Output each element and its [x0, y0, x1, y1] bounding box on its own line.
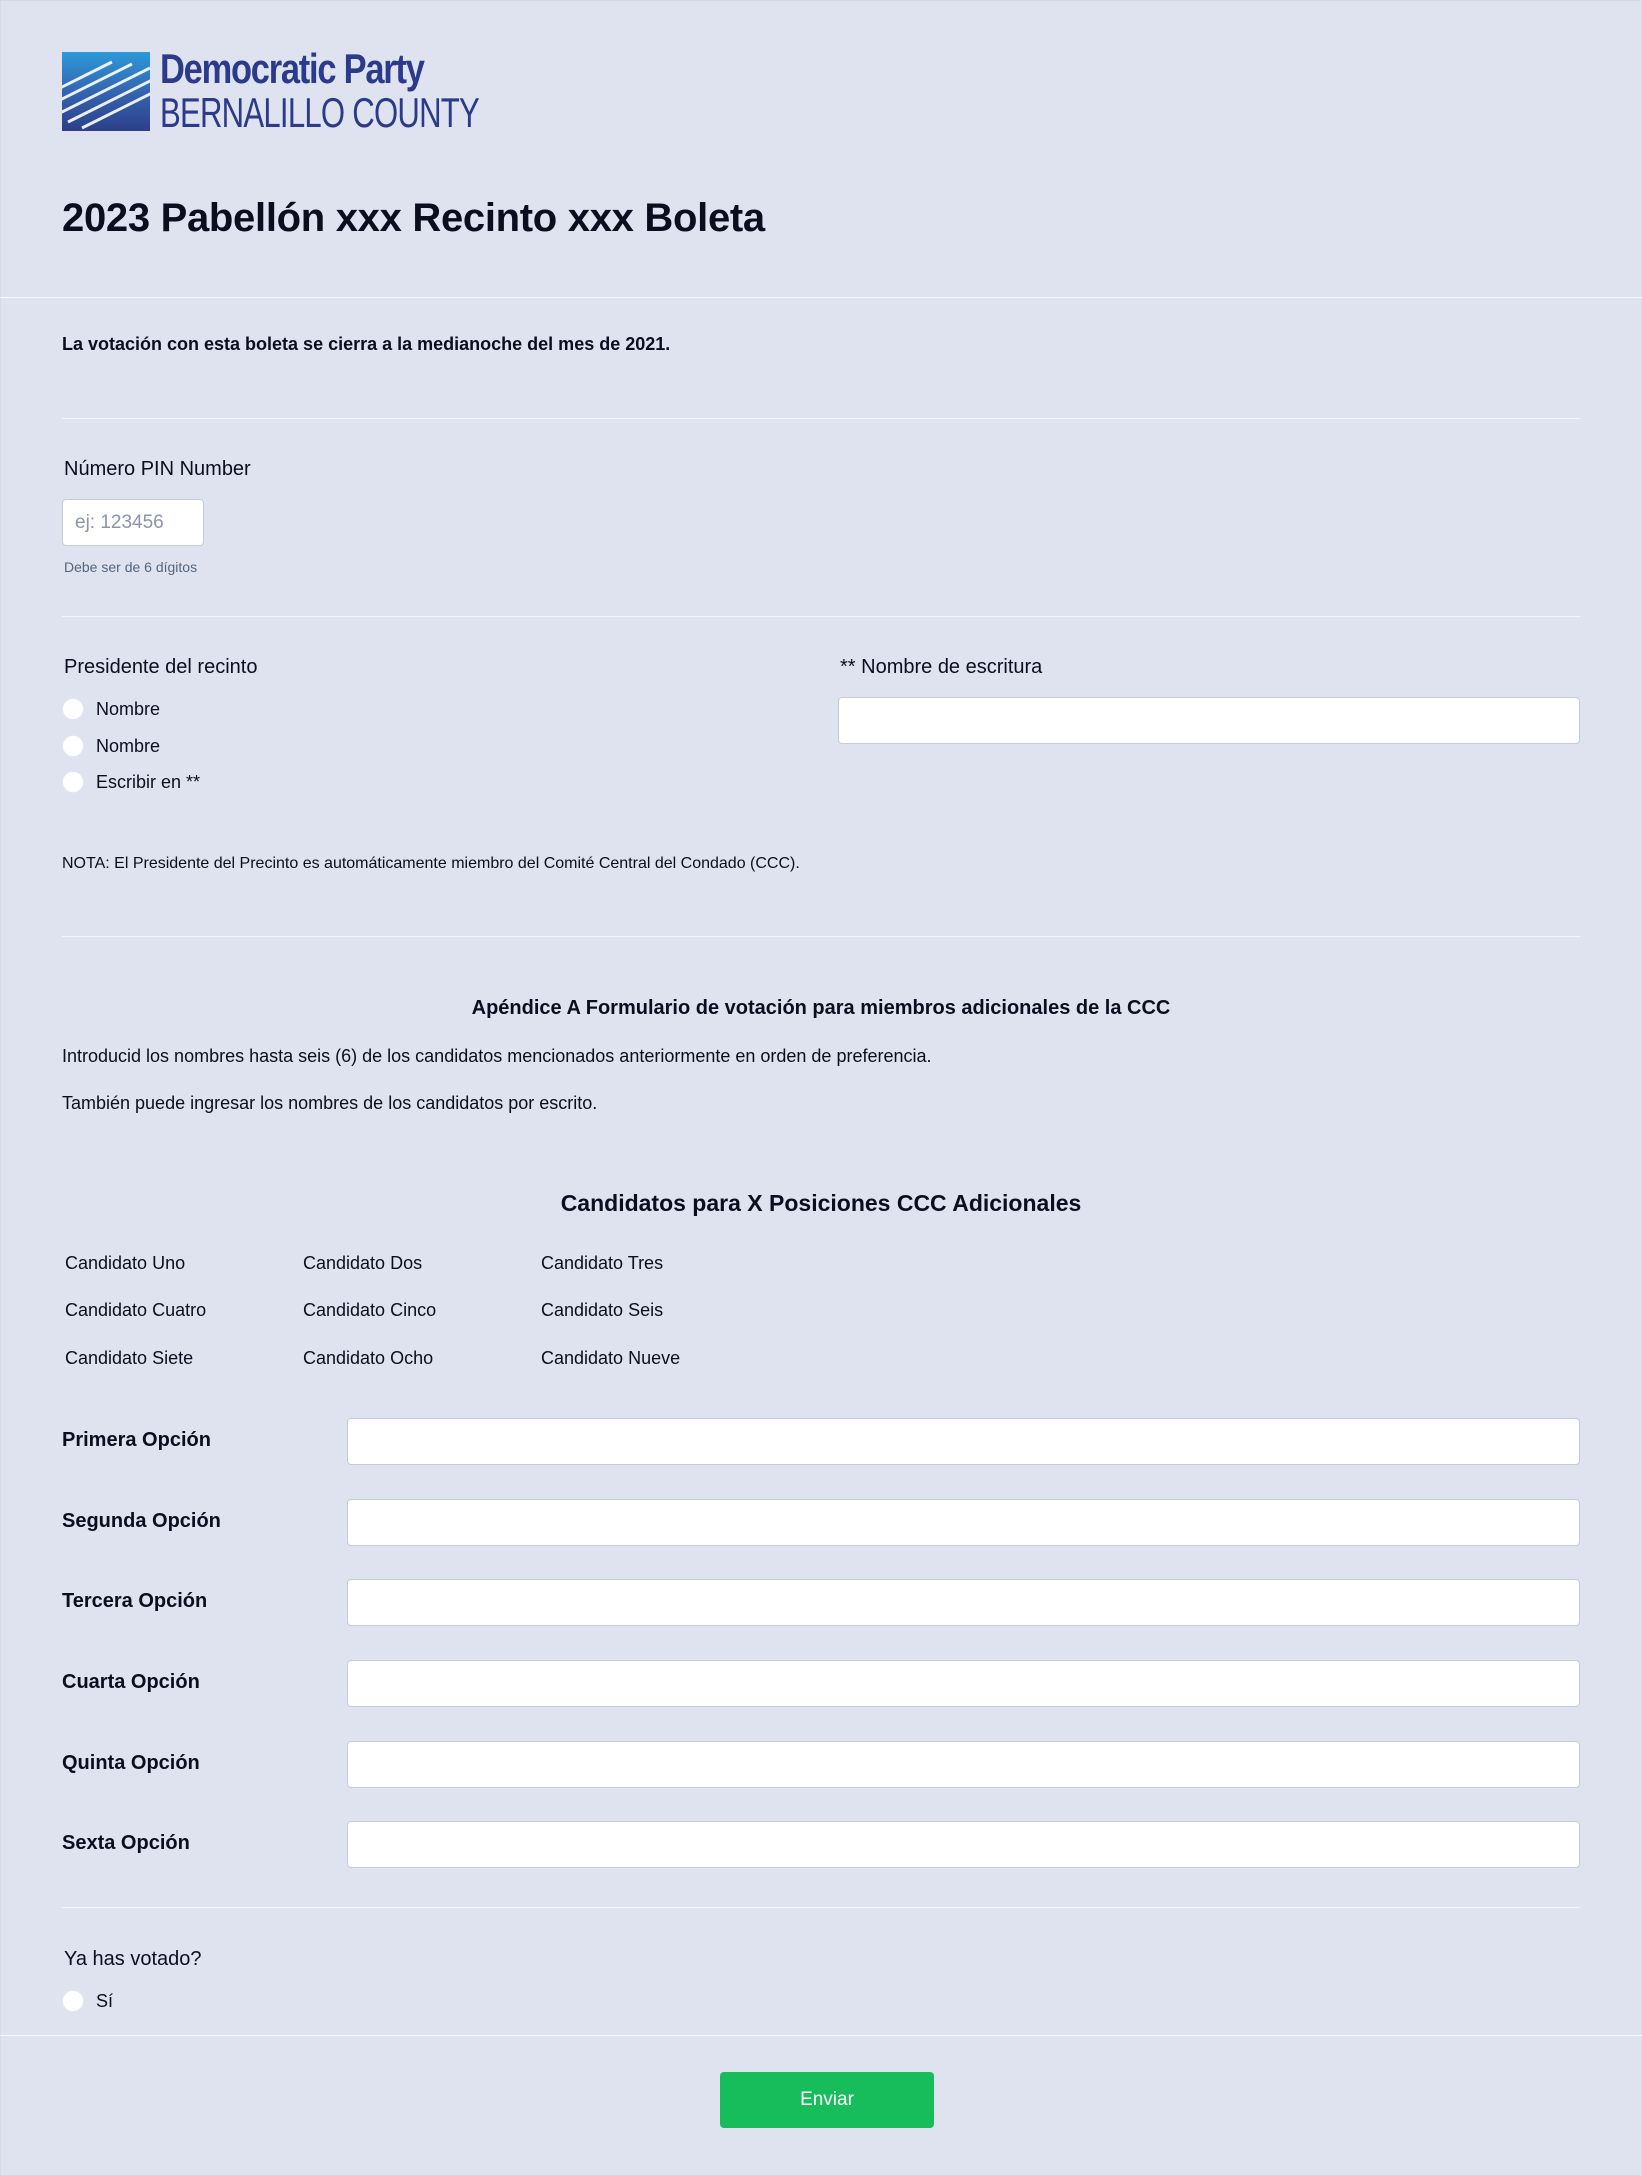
- logo-wordmark: [160, 45, 591, 136]
- divider: [62, 936, 1580, 937]
- radio-label: Nombre: [96, 698, 161, 719]
- pin-hint: Debe ser de 6 dígitos: [64, 559, 198, 575]
- candidate-name: Candidato Nueve: [541, 1348, 681, 1368]
- candidate-name: Candidato Siete: [65, 1348, 194, 1368]
- voted-option-yes[interactable]: [62, 1988, 113, 2014]
- radio-button[interactable]: [62, 771, 84, 793]
- candidate-name: Candidato Cuatro: [65, 1300, 207, 1320]
- writein-label: ** Nombre de escritura: [840, 656, 1043, 678]
- logo-mark-icon: [62, 52, 150, 131]
- candidate-name: Candidato Ocho: [303, 1348, 434, 1368]
- president-note: NOTA: El Presidente del Precinto es automáticamente miembro del Comité Central del Condado (CCC).: [62, 855, 800, 872]
- logo-line1: Democratic Party: [160, 45, 424, 92]
- president-option-writein[interactable]: [62, 769, 200, 795]
- choice-label-5: Quinta Opción: [62, 1752, 200, 1774]
- president-option-1[interactable]: [62, 696, 160, 722]
- candidate-name: Candidato Seis: [541, 1300, 664, 1320]
- voted-label: Ya has votado?: [64, 1948, 202, 1970]
- candidates-heading: Candidatos para X Posiciones CCC Adicionales: [560, 1190, 1082, 1216]
- candidate-name: Candidato Tres: [541, 1253, 664, 1273]
- candidate-name: Candidato Dos: [303, 1253, 423, 1273]
- choice-input-3[interactable]: [347, 1579, 1580, 1626]
- appendix-heading: Apéndice A Formulario de votación para miembros adicionales de la CCC: [471, 997, 1171, 1019]
- candidate-name: Candidato Cinco: [303, 1300, 437, 1320]
- choice-label-4: Cuarta Opción: [62, 1671, 200, 1693]
- pin-input[interactable]: [62, 499, 204, 546]
- choice-input-1[interactable]: [347, 1418, 1580, 1465]
- writein-input[interactable]: [838, 697, 1580, 744]
- divider: [62, 1907, 1580, 1908]
- page-title: 2023 Pabellón xxx Recinto xxx Boleta: [62, 196, 765, 240]
- divider: [62, 418, 1580, 419]
- choice-label-6: Sexta Opción: [62, 1832, 190, 1854]
- president-option-2[interactable]: [62, 733, 160, 759]
- radio-label: Nombre: [96, 735, 161, 756]
- choice-label-1: Primera Opción: [62, 1429, 211, 1451]
- pin-label: Número PIN Number: [64, 458, 251, 480]
- choice-input-6[interactable]: [347, 1821, 1580, 1868]
- president-label: Presidente del recinto: [64, 656, 258, 678]
- radio-label: Sí: [96, 1990, 114, 2011]
- choice-input-2[interactable]: [347, 1499, 1580, 1546]
- divider: [62, 616, 1580, 617]
- radio-button[interactable]: [62, 1990, 84, 2012]
- choice-input-4[interactable]: [347, 1660, 1580, 1707]
- choice-input-5[interactable]: [347, 1741, 1580, 1788]
- radio-button[interactable]: [62, 735, 84, 757]
- party-logo: [62, 45, 591, 136]
- logo-line2: BERNALILLO COUNTY: [160, 89, 480, 136]
- candidate-name: Candidato Uno: [65, 1253, 186, 1273]
- form-header: [0, 0, 1642, 298]
- choice-label-2: Segunda Opción: [62, 1510, 221, 1532]
- closing-note: La votación con esta boleta se cierra a la medianoche del mes de 2021.: [62, 334, 671, 354]
- choice-label-3: Tercera Opción: [62, 1590, 208, 1612]
- appendix-writein-note: También puede ingresar los nombres de los candidatos por escrito.: [62, 1093, 598, 1113]
- radio-label: Escribir en **: [96, 771, 201, 792]
- radio-button[interactable]: [62, 698, 84, 720]
- submit-button[interactable]: Enviar: [720, 2072, 934, 2128]
- appendix-instructions: Introducid los nombres hasta seis (6) de los candidatos mencionados anteriormente en orden de preferencia.: [62, 1046, 932, 1066]
